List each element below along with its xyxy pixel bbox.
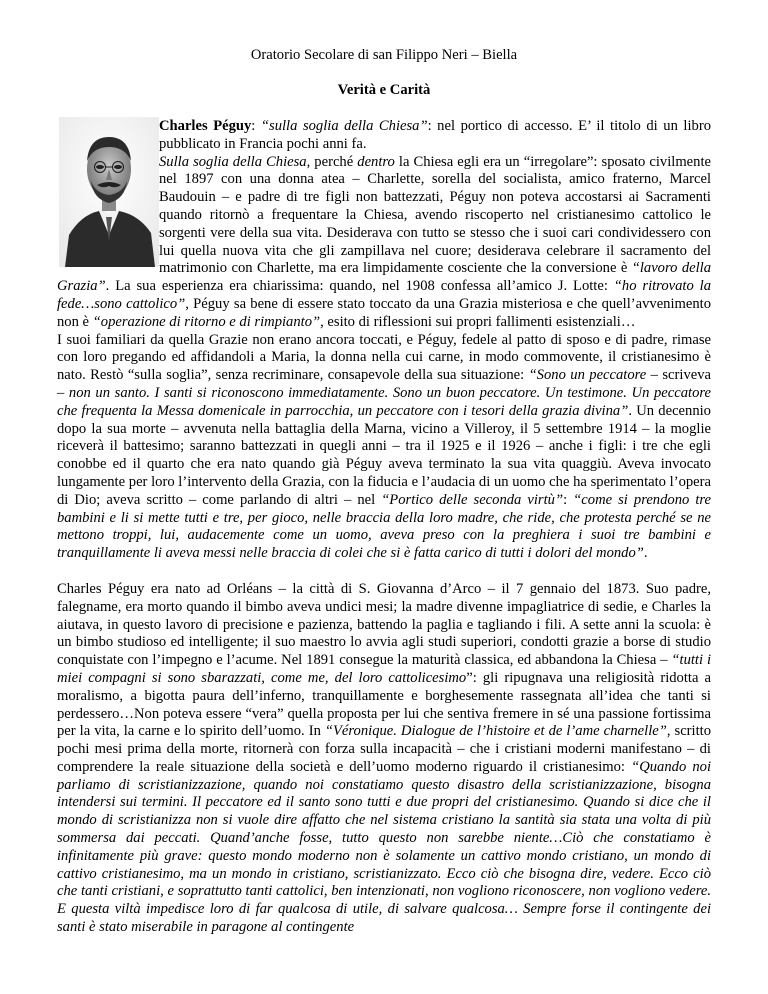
paragraph-4: Charles Péguy era nato ad Orléans – la città di S. Giovanna d’Arco – il 7 gennaio del 1873. Suo padre, falegname, era morto quando il bimbo aveva undici mesi; la madre divenne impagliatrice di sedie, e Charles la aiutava, in questo lavoro di precisione e pazienza, battendo la paglia e tagliando i fili. A sette anni la scuola: è un bimbo studioso ed intelligente; il suo maestro lo avvia agli studi superiori, condotti grazie a borse di studio conquistate con l’impegno e l’acume. Nel 1891 consegue la maturità classica, ed abbandona la Chiesa – “tutti i miei compagni si sono sbarazzati, come me, del loro cattolicesimo”: gli ripugnava una religiosità ridotta a moralismo, a bigotta paura dell’inferno, tranquillamente e borghesemente rassegnata all’idea che tanti si perdessero…Non poteva essere “vera” quella proposta per lui che sentiva fremere in sé una passione fortissima per la vita, la carne e lo spirito dell’uomo. In “Véronique. Dialogue de l’histoire et de l’ame charnelle”, scritto pochi mesi prima della morte, ritornerà con forza sulla incapacità – che i cristiani moderni manifestano – di comprendere la reale situazione della società e dell’uomo moderno riguardo il cristianesimo: “Quando noi parliamo di scristianizzazione, quando noi constatiamo questo disastro della scristianizzazione, bisogna intendersi sui termini. Il peccatore ed il santo sono tutti e due propri del cristianesimo. Quando si dice che il mondo di scristianizza non si vuole dire affatto che nel sistema cristiano la santità sia stata una volta di più sommersa dai peccati. Quand’anche fosse, tutto questo non sarebbe niente…Ciò che constatiamo è infinitamente più grave: questo mondo moderno non è solamente un cattivo mondo cristiano, un mondo di cattivo cristianesimo, ma un mondo in cristiano, scristianizzato. Ecco ciò che bisogna dire, vedere. Ecco ciò che tanti cristiani, e soprattutto tanti cattolici, ben intenzionati, non vogliono riconoscere, non vogliono vedere. E questa viltà impedisce loro di far qualcosa di utile, di salvare qualcosa… Sempre forse il contingente dei santi è stato miserabile in paragone al contingente	[57, 580, 712, 936]
portrait-photo-icon	[59, 117, 159, 267]
document-page	[57, 47, 711, 937]
name-charles-peguy: Charles Péguy	[159, 118, 252, 134]
document-header: Oratorio Secolare di san Filippo Neri – Biella	[250, 47, 518, 63]
paragraph-2: Sulla soglia della Chiesa, perché dentro la Chiesa egli era un “irregolare”: sposato civilmente nel 1897 con una donna atea – Charlette, sorella del socialista, amico fraterno, Marcel Baudouin – e padre di tre figli non battezzati, Péguy non poteva accostarsi ai Sacramenti quando ritornò a frequentare la Chiesa, avendo riscoperto nel cristianesimo cattolico le sorgenti vere della sua vita. Desiderava con tutto se stesso che i suoi cari condividessero con lui quella nuova vita che gli zampillava nel cuore; desiderava celebrare il sacramento del matrimonio con Charlette, ma era limpidamente cosciente che la conversione è “lavoro della Grazia”. La sua esperienza era chiarissima: quando, nel 1908 confessa all’amico J. Lotte: “ho ritrovato la fede…sono cattolico”, Péguy sa bene di essere stato toccato da una Grazia misteriosa e che quell’avvenimento non è “operazione di ritorno e di rimpianto”, esito di riflessioni sui propri fallimenti esistenziali…	[57, 153, 712, 330]
paragraph-3: I suoi familiari da quella Grazie non erano ancora toccati, e Péguy, fedele al patto di sposo e di padre, rimase con loro pregando ed affidandoli a Maria, la donna nella cui carne, in modo commovente, il cristianesimo è nato. Restò “sulla soglia”, senza recriminare, consapevole della sua situazione: “Sono un peccatore – scriveva – non un santo. I santi si riconoscono immediatamente. Sono un buon peccatore. Un testimone. Un peccatore che frequenta la Messa domenicale in parrocchia, un peccatore con i tesori della grazia divina”. Un decennio dopo la sua morte – avvenuta nella battaglia della Marna, vicino a Villeroy, il 5 settembre 1914 – la moglie riceverà il battesimo; saranno battezzati in quegli anni – tra il 1925 e il 1926 – anche i figli: i tre che egli conobbe ed il quarto che era nato quando già Péguy aveva terminato la sua vita quaggiù. Aveva invocato lungamente per loro l’intervento della Grazia, con la fiducia e l’audacia di un uomo che ha sperimentato l’opera di Dio; aveva scritto – come parlando di altri – nel “Portico delle seconda virtù”: “come si prendono tre bambini e li si mette tutti e tre, per gioco, nelle braccia della loro madre, che ride, che protesta perché se ne mettono troppi, lui, audacemente come un uomo, aveva preso con la preghiera i suoi tre bambini e tranquillamente li aveva messi nelle braccia di colei che si è fatta carico di tutti i dolori del mondo”.	[57, 331, 712, 562]
paragraph-1: Charles Péguy: “sulla soglia della Chiesa”: nel portico di accesso. E’ il titolo di un libro pubblicato in Francia pochi anni fa.	[159, 118, 711, 152]
quote-sulla-soglia: “sulla soglia della Chiesa”	[260, 118, 428, 134]
document-title: Verità e Carità	[337, 82, 431, 98]
